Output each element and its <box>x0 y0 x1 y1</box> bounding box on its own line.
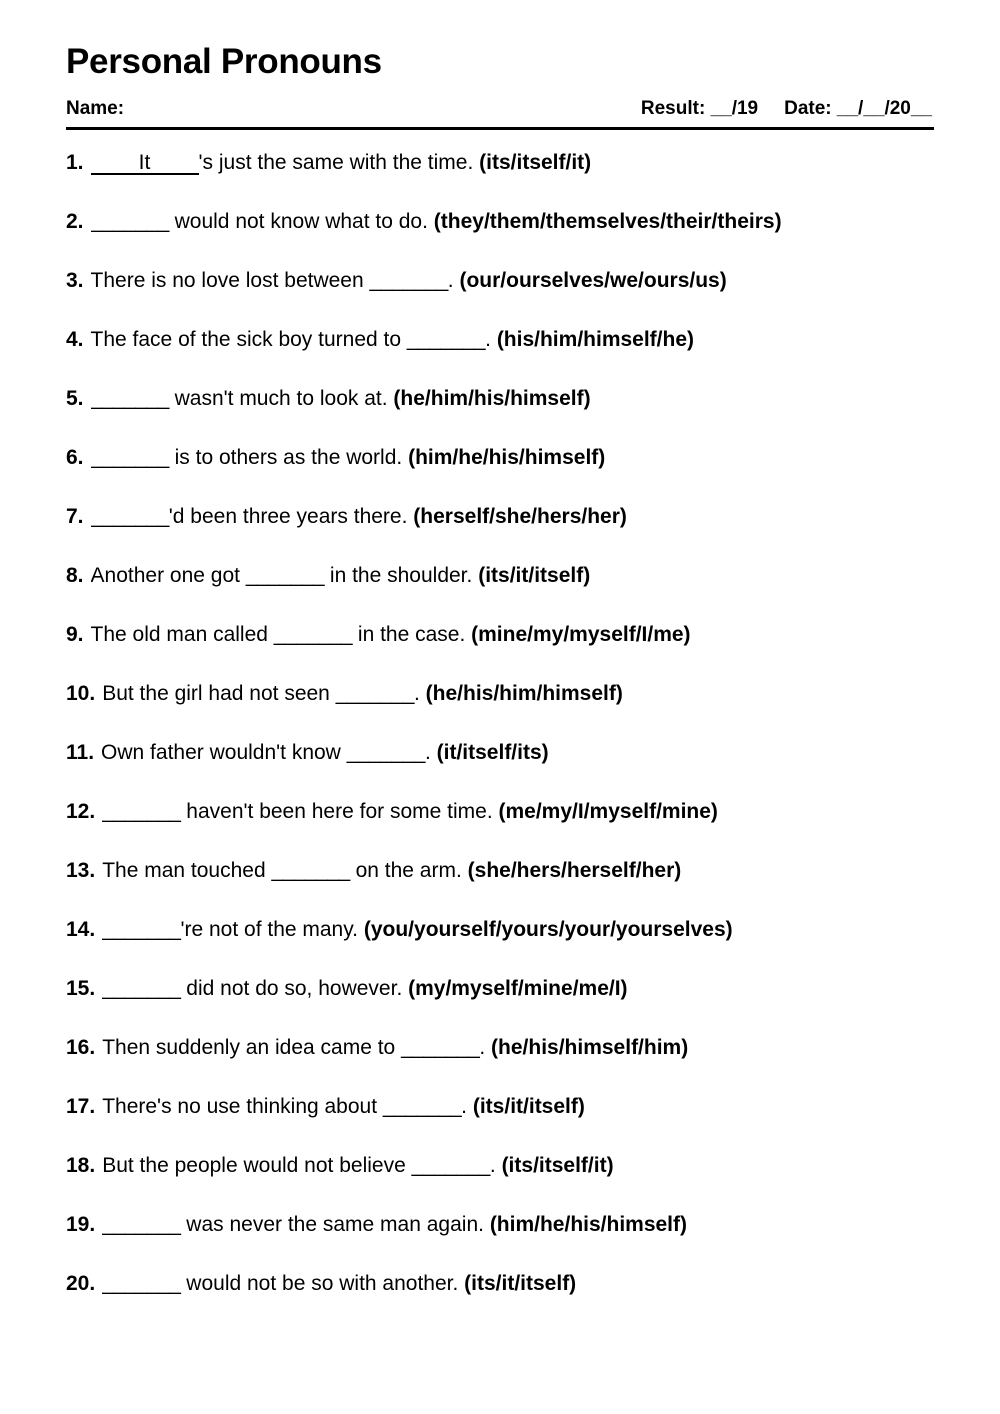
question-row <box>66 800 934 859</box>
answer-blank[interactable]: _______ <box>273 623 353 646</box>
question-text <box>91 505 627 529</box>
answer-options: (me/my/I/myself/mine) <box>498 800 718 823</box>
question-row <box>66 328 934 387</box>
answer-options: (his/him/himself/he) <box>496 328 695 351</box>
answer-blank[interactable]: _______ <box>346 741 425 764</box>
question-text <box>91 623 691 647</box>
question-text <box>102 1095 585 1119</box>
answer-blank[interactable]: _______ <box>102 918 181 941</box>
question-suffix: . <box>479 1036 486 1059</box>
question-prefix: But the people would not believe <box>102 1154 412 1177</box>
question-suffix: 'd been three years there. <box>168 505 408 528</box>
answer-blank[interactable]: _______ <box>102 1272 181 1295</box>
question-number: 2. <box>66 210 84 233</box>
question-prefix: The man touched <box>102 859 272 882</box>
result-field <box>641 98 758 120</box>
question-text <box>91 210 782 234</box>
answer-blank[interactable]: _______ <box>90 505 169 528</box>
question-suffix: wasn't much to look at. <box>168 387 388 410</box>
question-number: 13. <box>66 859 96 882</box>
question-prefix: Own father wouldn't know <box>101 741 347 764</box>
question-prefix: There is no love lost between <box>90 269 370 292</box>
question-row <box>66 859 934 918</box>
page-title: Personal Pronouns <box>66 42 382 81</box>
answer-blank[interactable]: _______ <box>406 328 486 351</box>
question-suffix: . <box>424 741 431 764</box>
answer-blank[interactable]: _______ <box>90 210 169 233</box>
question-text <box>91 564 591 588</box>
date-field <box>784 98 932 120</box>
question-text <box>91 328 695 352</box>
question-row <box>66 446 934 505</box>
name-label: Name: <box>66 98 125 119</box>
question-prefix: The face of the sick boy turned to <box>90 328 407 351</box>
question-row <box>66 1095 934 1154</box>
question-text <box>91 269 727 293</box>
question-number: 19. <box>66 1213 96 1236</box>
answer-blank[interactable]: _______ <box>271 859 350 882</box>
question-suffix: 's just the same with the time. <box>198 151 474 174</box>
question-suffix: . <box>447 269 454 292</box>
question-row <box>66 269 934 328</box>
question-number: 17. <box>66 1095 96 1118</box>
question-number: 5. <box>66 387 84 410</box>
question-row <box>66 387 934 446</box>
answer-options: (it/itself/its) <box>436 741 549 764</box>
answer-options: (its/it/itself) <box>472 1095 585 1118</box>
question-text <box>102 1154 613 1178</box>
answer-options: (him/he/his/himself) <box>408 446 606 469</box>
question-number: 3. <box>66 269 84 292</box>
question-prefix: The old man called <box>90 623 274 646</box>
answer-blank[interactable]: _______ <box>90 446 169 469</box>
answer-blank[interactable]: _______ <box>245 564 325 587</box>
question-row <box>66 151 934 210</box>
answer-options: (its/it/itself) <box>464 1272 577 1295</box>
question-number: 16. <box>66 1036 96 1059</box>
question-row <box>66 564 934 623</box>
answer-blank-filled[interactable]: It <box>91 152 199 175</box>
answer-options: (he/his/him/himself) <box>425 682 623 705</box>
question-suffix: did not do so, however. <box>180 977 403 1000</box>
question-row <box>66 623 934 682</box>
name-field <box>66 98 124 120</box>
answer-options: (its/itself/it) <box>501 1154 614 1177</box>
question-text <box>102 918 732 942</box>
question-prefix: But the girl had not seen <box>102 682 336 705</box>
question-suffix: . <box>461 1095 468 1118</box>
question-suffix: would not know what to do. <box>168 210 428 233</box>
question-text <box>101 741 549 765</box>
date-value: __/__/20__ <box>836 98 932 119</box>
result-label: Result: <box>640 98 706 119</box>
question-text <box>102 859 681 883</box>
question-suffix: in the shoulder. <box>324 564 473 587</box>
question-number: 6. <box>66 446 84 469</box>
question-suffix: 're not of the many. <box>180 918 359 941</box>
question-text <box>102 1036 688 1060</box>
question-suffix: on the arm. <box>349 859 462 882</box>
worksheet-meta-row <box>66 98 934 120</box>
answer-options: (you/yourself/yours/your/yourselves) <box>363 918 733 941</box>
question-row <box>66 741 934 800</box>
answer-options: (he/his/himself/him) <box>491 1036 689 1059</box>
answer-blank[interactable]: _______ <box>335 682 414 705</box>
question-text <box>102 977 627 1001</box>
answer-options: (mine/my/myself/I/me) <box>471 623 691 646</box>
question-prefix: Then suddenly an idea came to <box>102 1036 402 1059</box>
answer-options: (he/him/his/himself) <box>393 387 591 410</box>
question-number: 20. <box>66 1272 96 1295</box>
question-suffix: . <box>413 682 420 705</box>
answer-blank[interactable]: _______ <box>411 1154 490 1177</box>
question-row <box>66 1036 934 1095</box>
meta-right-group <box>641 98 934 120</box>
answer-options: (herself/she/hers/her) <box>413 505 627 528</box>
question-suffix: in the case. <box>352 623 466 646</box>
question-number: 12. <box>66 800 96 823</box>
answer-blank[interactable]: _______ <box>369 269 448 292</box>
answer-options: (its/it/itself) <box>478 564 591 587</box>
question-text <box>102 682 623 706</box>
answer-options: (she/hers/herself/her) <box>467 859 682 882</box>
question-text <box>102 1272 576 1296</box>
question-text <box>91 446 606 470</box>
question-text <box>91 387 591 411</box>
question-suffix: . <box>485 328 491 351</box>
question-row <box>66 210 934 269</box>
answer-options: (they/them/themselves/their/theirs) <box>433 210 782 233</box>
answer-blank[interactable]: _______ <box>382 1095 462 1118</box>
answer-blank[interactable]: _______ <box>102 977 181 1000</box>
question-row <box>66 918 934 977</box>
question-suffix: would not be so with another. <box>180 1272 459 1295</box>
question-number: 8. <box>66 564 84 587</box>
question-number: 4. <box>66 328 84 351</box>
question-suffix: is to others as the world. <box>168 446 403 469</box>
answer-blank[interactable]: _______ <box>401 1036 480 1059</box>
question-row <box>66 1272 934 1331</box>
question-row <box>66 1154 934 1213</box>
answer-options: (my/myself/mine/me/I) <box>408 977 628 1000</box>
question-number: 18. <box>66 1154 96 1177</box>
answer-options: (its/itself/it) <box>479 151 592 174</box>
question-prefix: Another one got <box>90 564 246 587</box>
answer-blank[interactable]: _______ <box>102 800 181 823</box>
question-row <box>66 682 934 741</box>
question-row <box>66 1213 934 1272</box>
question-text <box>102 800 718 824</box>
question-text <box>91 151 592 175</box>
answer-options: (our/ourselves/we/ours/us) <box>459 269 727 292</box>
answer-blank[interactable]: _______ <box>102 1213 181 1236</box>
questions-list <box>66 151 934 1331</box>
question-number: 9. <box>66 623 84 646</box>
answer-blank[interactable]: _______ <box>90 387 169 410</box>
header-divider <box>66 127 934 130</box>
question-row <box>66 505 934 564</box>
date-label: Date: <box>784 98 832 119</box>
answer-options: (him/he/his/himself) <box>489 1213 688 1236</box>
question-number: 1. <box>66 151 84 174</box>
question-text <box>102 1213 687 1237</box>
question-suffix: haven't been here for some time. <box>180 800 493 823</box>
question-number: 10. <box>66 682 96 705</box>
question-suffix: . <box>489 1154 496 1177</box>
question-suffix: was never the same man again. <box>180 1213 484 1236</box>
question-row <box>66 977 934 1036</box>
result-value: __/19 <box>710 98 759 119</box>
question-prefix: There's no use thinking about <box>102 1095 383 1118</box>
question-number: 11. <box>66 741 95 764</box>
question-number: 15. <box>66 977 96 1000</box>
question-number: 7. <box>66 505 84 528</box>
question-number: 14. <box>66 918 96 941</box>
